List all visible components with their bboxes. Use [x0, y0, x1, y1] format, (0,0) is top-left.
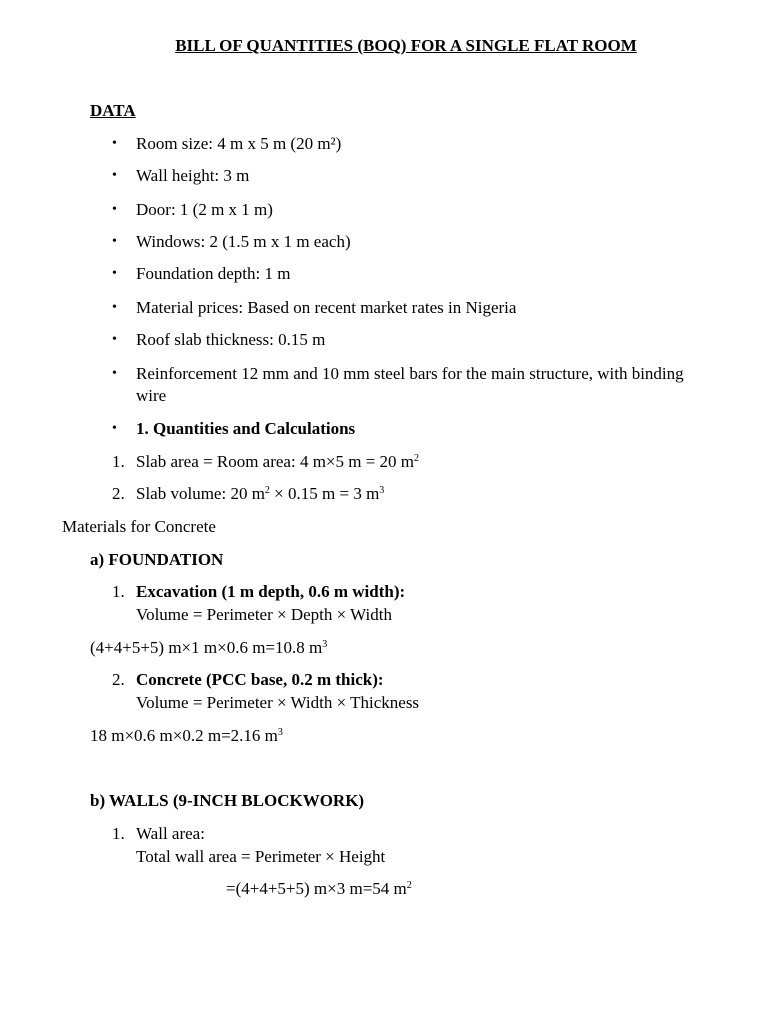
bullet-icon: • [112, 266, 117, 281]
concrete-formula: Volume = Perimeter × Width × Thickness [136, 693, 420, 712]
exponent: 2 [264, 485, 270, 496]
bullet-icon: • [112, 421, 117, 436]
bullet-icon: • [112, 300, 117, 315]
exponent: 2 [406, 880, 412, 891]
list-item: Wall height: 3 m [136, 166, 250, 185]
data-heading: DATA [90, 101, 136, 120]
list-item: Roof slab thickness: 0.15 m [136, 330, 326, 349]
exponent: 3 [379, 485, 385, 496]
excavation-title: Excavation (1 m depth, 0.6 m width): [136, 582, 406, 601]
document-title: BILL OF QUANTITIES (BOQ) FOR A SINGLE FLAT ROOM [175, 36, 637, 55]
wall-area-title: Wall area: [136, 824, 205, 843]
excavation-formula: Volume = Perimeter × Depth × Width [136, 605, 392, 624]
excavation-calculation [90, 637, 327, 659]
calc-text: 18 m×0.6 m×0.2 m=2.16 m [90, 726, 278, 745]
list-item: Reinforcement 12 mm and 10 mm steel bars for the main structure, with binding wire [136, 364, 684, 405]
list-number: 1. [112, 582, 125, 601]
bullet-icon: • [112, 168, 117, 183]
list-item: Foundation depth: 1 m [136, 264, 291, 283]
wall-area-calculation [226, 878, 412, 900]
exponent: 3 [277, 727, 283, 738]
exponent: 3 [322, 639, 328, 650]
list-item: Material prices: Based on recent market rates in Nigeria [136, 298, 517, 317]
list-number: 2. [112, 484, 125, 503]
list-number: 1. [112, 824, 125, 843]
concrete-calculation [90, 725, 283, 747]
slab-area-line [136, 451, 419, 473]
walls-heading: b) WALLS (9-INCH BLOCKWORK) [90, 791, 365, 810]
wall-area-formula: Total wall area = Perimeter × Height [136, 847, 386, 866]
list-item: Room size: 4 m x 5 m (20 m²) [136, 134, 342, 153]
slab-area-text: Slab area = Room area: 4 m×5 m = 20 m [136, 452, 415, 471]
calc-text: (4+4+5+5) m×1 m×0.6 m=10.8 m [90, 638, 323, 657]
concrete-title: Concrete (PCC base, 0.2 m thick): [136, 670, 384, 689]
list-number: 2. [112, 670, 125, 689]
bullet-icon: • [112, 202, 117, 217]
calc-text: =(4+4+5+5) m×3 m=54 m [226, 879, 407, 898]
bullet-icon: • [112, 332, 117, 347]
list-item: Windows: 2 (1.5 m x 1 m each) [136, 232, 351, 251]
slab-volume-text-a: Slab volume: 20 m [136, 484, 265, 503]
bullet-icon: • [112, 136, 117, 151]
list-item: Door: 1 (2 m x 1 m) [136, 200, 273, 219]
bullet-icon: • [112, 366, 117, 381]
materials-label: Materials for Concrete [62, 517, 216, 536]
slab-volume-text-b: × 0.15 m = 3 m [269, 484, 380, 503]
bullet-icon: • [112, 234, 117, 249]
quantities-subheading: 1. Quantities and Calculations [136, 419, 356, 438]
exponent: 2 [414, 453, 420, 464]
list-number: 1. [112, 452, 125, 471]
foundation-heading: a) FOUNDATION [90, 550, 224, 569]
slab-volume-line [136, 483, 384, 505]
